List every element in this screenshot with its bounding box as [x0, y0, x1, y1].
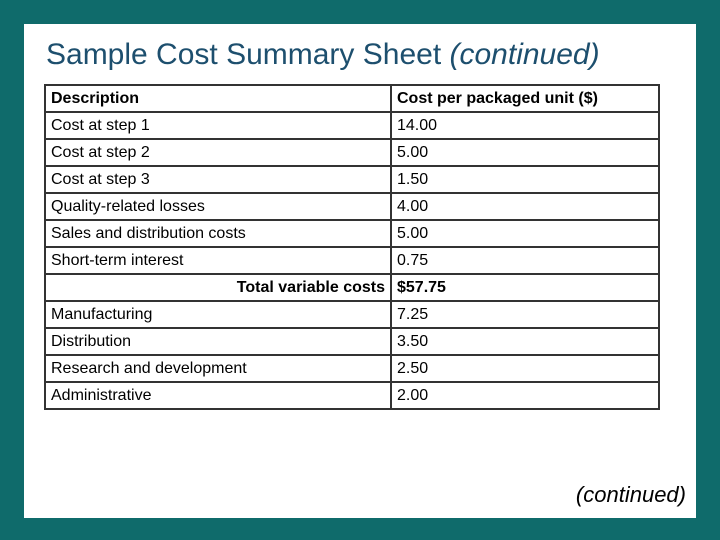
- row-cost: 0.75: [391, 247, 659, 274]
- title-italic: (continued): [449, 38, 600, 71]
- row-description: Research and development: [45, 355, 391, 382]
- total-label: Total variable costs: [45, 274, 391, 301]
- title-main: Sample Cost Summary Sheet: [46, 38, 450, 71]
- row-description: Cost at step 2: [45, 139, 391, 166]
- total-value: $57.75: [391, 274, 659, 301]
- table-row: [45, 382, 659, 409]
- header-cost: Cost per packaged unit ($): [391, 85, 659, 112]
- table-row: [45, 355, 659, 382]
- row-description: Distribution: [45, 328, 391, 355]
- row-description: Sales and distribution costs: [45, 220, 391, 247]
- row-description: Administrative: [45, 382, 391, 409]
- row-description: Quality-related losses: [45, 193, 391, 220]
- table-row: [45, 193, 659, 220]
- row-cost: 14.00: [391, 112, 659, 139]
- row-cost: 2.50: [391, 355, 659, 382]
- cost-summary-table: [44, 84, 660, 410]
- row-description: Short-term interest: [45, 247, 391, 274]
- row-description: Cost at step 1: [45, 112, 391, 139]
- row-cost: 3.50: [391, 328, 659, 355]
- table-row: [45, 166, 659, 193]
- continued-note: (continued): [575, 482, 686, 507]
- table-row: [45, 220, 659, 247]
- table-header-row: [45, 85, 659, 112]
- table-row: [45, 328, 659, 355]
- header-description: Description: [45, 85, 391, 112]
- slide-title: [46, 38, 600, 72]
- row-cost: 1.50: [391, 166, 659, 193]
- slide: [24, 24, 696, 518]
- table-row: [45, 301, 659, 328]
- table-row: [45, 247, 659, 274]
- row-description: Manufacturing: [45, 301, 391, 328]
- row-cost: 5.00: [391, 139, 659, 166]
- row-description: Cost at step 3: [45, 166, 391, 193]
- row-cost: 5.00: [391, 220, 659, 247]
- table-row: [45, 139, 659, 166]
- row-cost: 7.25: [391, 301, 659, 328]
- table-row: [45, 112, 659, 139]
- row-cost: 2.00: [391, 382, 659, 409]
- row-cost: 4.00: [391, 193, 659, 220]
- total-row: [45, 274, 659, 301]
